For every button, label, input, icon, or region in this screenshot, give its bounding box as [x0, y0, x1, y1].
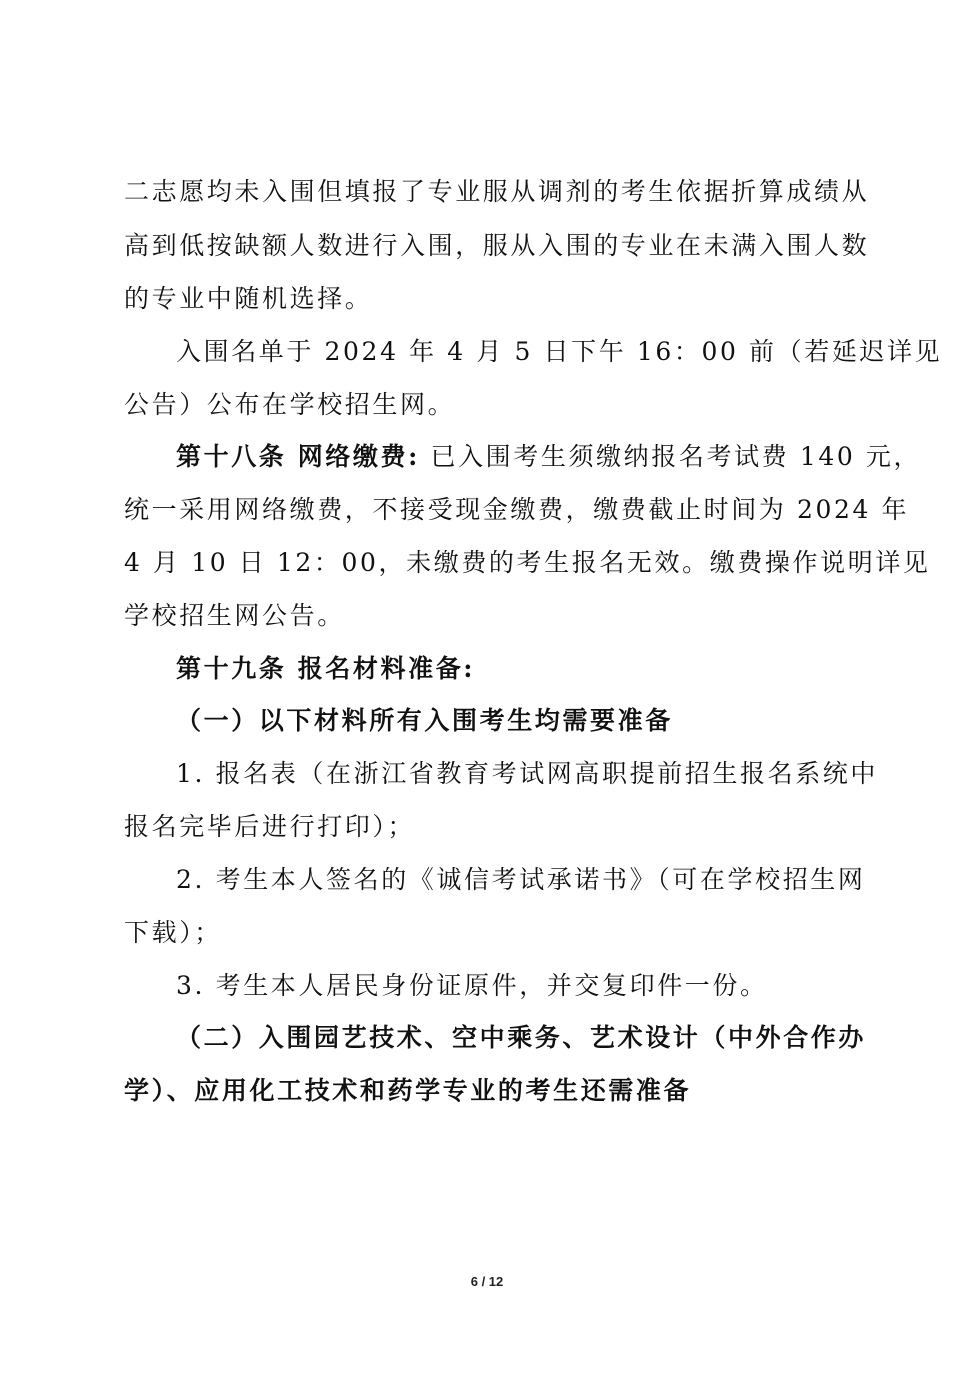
list-item: 1. 报名表（在浙江省教育考试网高职提前招生报名系统中: [176, 759, 879, 788]
paragraph-line: 统一采用网络缴费，不接受现金缴费，缴费截止时间为 2024 年: [124, 495, 910, 524]
paragraph-line: 入围名单于 2024 年 4 月 5 日下午 16：00 前（若延迟详见: [176, 337, 943, 366]
page-number: 6 / 12: [470, 1274, 504, 1289]
paragraph-line: 4 月 10 日 12：00，未缴费的考生报名无效。缴费操作说明详见: [124, 548, 931, 577]
paragraph-line: 公告）公布在学校招生网。: [124, 390, 456, 419]
list-item: 3. 考生本人居民身份证原件，并交复印件一份。: [176, 971, 768, 1000]
article-19-heading: 第十九条 报名材料准备:: [176, 654, 476, 683]
paragraph-line: 高到低按缺额人数进行入围，服从入围的专业在未满入围人数: [124, 231, 870, 260]
article-18-text: 已入围考生须缴纳报名考试费 140 元，: [419, 442, 922, 471]
paragraph-line: 二志愿均未入围但填报了专业服从调剂的考生依据折算成绩从: [124, 177, 870, 206]
paragraph-line: 的专业中随机选择。: [124, 284, 373, 313]
subsection-2-heading-cont: 学）、应用化工技术和药学专业的考生还需准备: [124, 1076, 692, 1105]
paragraph-line: 下载）；: [124, 918, 222, 947]
list-item: 2. 考生本人签名的《诚信考试承诺书》（可在学校招生网: [176, 865, 866, 894]
subsection-1-heading: （一）以下材料所有入围考生均需要准备: [176, 706, 673, 735]
article-18-heading: 第十八条 网络缴费:: [176, 442, 420, 471]
subsection-2-heading: （二）入围园艺技术、空中乘务、艺术设计（中外合作办: [176, 1023, 867, 1052]
article-18-line: [176, 437, 922, 477]
paragraph-line: 学校招生网公告。: [124, 601, 345, 630]
paragraph-line: 报名完毕后进行打印）；: [124, 812, 416, 841]
